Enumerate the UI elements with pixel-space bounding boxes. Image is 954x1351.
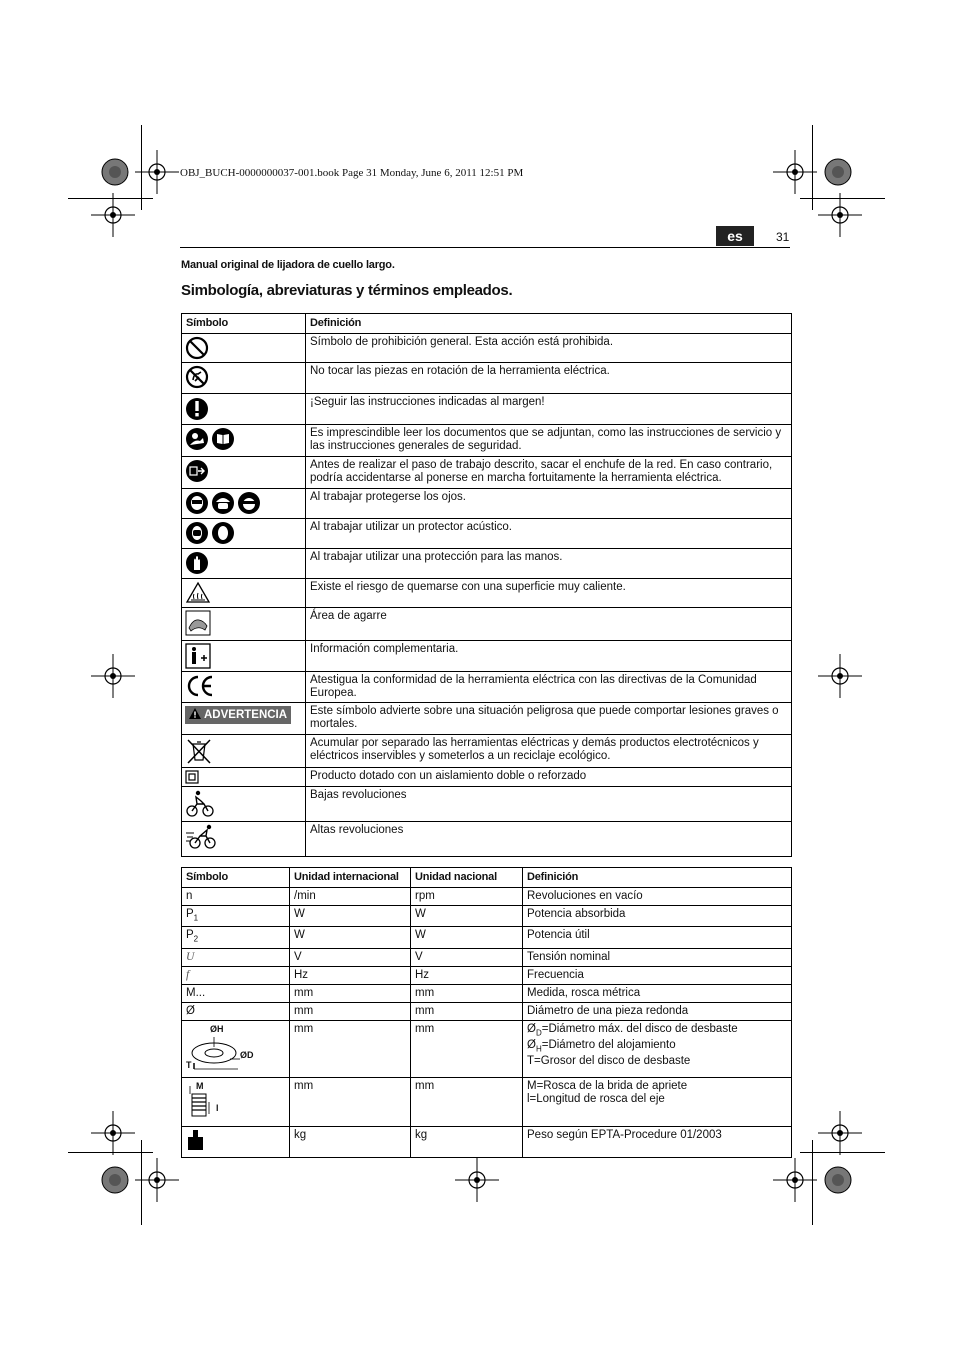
units-table	[181, 867, 792, 1158]
symbol-cell	[182, 1126, 290, 1157]
national-unit-cell: Hz	[411, 966, 523, 984]
definition-symbol: T	[527, 1055, 535, 1068]
ear-protection-icon	[185, 521, 211, 533]
symbol-subscript: 2	[193, 934, 199, 944]
intl-unit-cell: Hz	[290, 966, 411, 984]
intl-unit-cell: mm	[290, 1077, 411, 1126]
symbol-cell	[182, 984, 290, 1002]
table-row	[182, 822, 792, 857]
page-number: 31	[776, 230, 790, 244]
national-unit-cell: mm	[411, 984, 523, 1002]
symbol-cell	[182, 457, 306, 489]
icon-label: M	[196, 1080, 204, 1091]
ear-muffs-icon	[211, 521, 237, 533]
definition-cell: Acumular por separado las herramientas eléctricas y demás productos electrotécnicos y eléctricos inservibles y someterlos a un reciclaje ecológico.	[306, 735, 792, 768]
definition-subscript: D	[535, 1027, 542, 1037]
national-unit-cell: mm	[411, 1077, 523, 1126]
table-row	[182, 703, 792, 735]
definition-line	[527, 1039, 787, 1055]
symbol-cell	[182, 334, 306, 363]
table-row	[182, 489, 792, 519]
symbol-cell	[182, 966, 290, 984]
info-plus-icon	[185, 643, 213, 655]
table-row	[182, 641, 792, 672]
definition-cell: Al trabajar utilizar un protector acústico.	[306, 519, 792, 549]
symbol-cell	[182, 888, 290, 906]
fast-bike-icon	[185, 824, 221, 836]
double-insulation-icon	[185, 770, 201, 782]
helmet-icon	[211, 491, 237, 503]
national-unit-cell: V	[411, 948, 523, 966]
symbol-cell	[182, 948, 290, 966]
language-badge: es	[716, 226, 754, 246]
table-row	[182, 608, 792, 641]
definition-cell: Símbolo de prohibición general. Esta acción está prohibida.	[306, 334, 792, 363]
unplug-icon	[185, 459, 211, 471]
definition-cell	[523, 927, 792, 948]
column-header: Símbolo	[182, 868, 290, 888]
column-header: Símbolo	[182, 314, 306, 334]
symbol-text: Ø	[186, 1004, 195, 1017]
definition-cell	[523, 948, 792, 966]
symbol-cell	[182, 787, 306, 822]
symbol-cell	[182, 822, 306, 857]
symbol-cell	[182, 1002, 290, 1020]
definition-cell: ¡Seguir las instrucciones indicadas al margen!	[306, 394, 792, 425]
symbol-cell	[182, 608, 306, 641]
definition-text: =Diámetro máx. del disco de desbaste	[541, 1022, 738, 1035]
definition-cell: Altas revoluciones	[306, 822, 792, 857]
symbol-cell	[182, 549, 306, 579]
intl-unit-cell: W	[290, 927, 411, 948]
column-header: Unidad nacional	[411, 868, 523, 888]
intl-unit-cell: V	[290, 948, 411, 966]
definition-text: Diámetro de una pieza redonda	[527, 1004, 689, 1017]
warning-badge-label: ADVERTENCIA	[204, 709, 288, 721]
gloves-icon	[185, 551, 211, 563]
table-row	[182, 363, 792, 394]
table-header-row	[182, 314, 792, 334]
definition-cell	[523, 966, 792, 984]
definition-cell	[523, 984, 792, 1002]
national-unit-cell: W	[411, 906, 523, 927]
symbol-text: U	[186, 950, 195, 963]
national-unit-cell: mm	[411, 1002, 523, 1020]
table-row	[182, 735, 792, 768]
symbol-cell	[182, 703, 306, 735]
header-rule	[180, 247, 790, 248]
symbol-cell	[182, 363, 306, 394]
column-header: Unidad internacional	[290, 868, 411, 888]
definition-text: Revoluciones en vacío	[527, 890, 643, 902]
table-header-row	[182, 868, 792, 888]
symbol-cell	[182, 579, 306, 608]
definition-text: Tensión nominal	[527, 950, 611, 963]
book-icon	[211, 427, 237, 439]
symbol-cell	[182, 425, 306, 457]
symbol-cell	[182, 641, 306, 672]
definition-symbol: Ø	[527, 1038, 536, 1051]
icon-label: ØD	[240, 1049, 254, 1060]
national-unit-cell: mm	[411, 1020, 523, 1077]
intl-unit-cell: W	[290, 906, 411, 927]
table-row	[182, 672, 792, 703]
table-row	[182, 927, 792, 948]
definition-cell	[523, 1077, 792, 1126]
symbols-table	[181, 313, 792, 857]
definition-cell	[523, 906, 792, 927]
definition-cell: Atestigua la conformidad de la herramienta eléctrica con las directivas de la Comunidad Europea.	[306, 672, 792, 703]
table-row	[182, 425, 792, 457]
thread-dimensions-icon	[186, 1080, 226, 1124]
symbol-cell	[182, 1020, 290, 1077]
prohibition-icon	[185, 336, 211, 348]
table-row	[182, 906, 792, 927]
intl-unit-cell: mm	[290, 1020, 411, 1077]
table-row	[182, 394, 792, 425]
hot-surface-icon	[185, 581, 213, 593]
section-heading: Simbología, abreviaturas y términos empleados.	[181, 282, 513, 299]
icon-label: l	[216, 1102, 219, 1113]
definition-cell: Este símbolo advierte sobre una situación peligrosa que puede comportar lesiones graves o mortales.	[306, 703, 792, 735]
symbol-cell	[182, 906, 290, 927]
national-unit-cell: kg	[411, 1126, 523, 1157]
warning-triangle-icon	[189, 708, 201, 719]
intl-unit-cell: mm	[290, 984, 411, 1002]
table-row	[182, 457, 792, 489]
symbol-text: n	[186, 890, 193, 902]
definition-cell	[523, 1002, 792, 1020]
definition-cell	[523, 1126, 792, 1157]
table-row	[182, 768, 792, 787]
definition-cell: Producto dotado con un aislamiento doble o reforzado	[306, 768, 792, 787]
table-row	[182, 966, 792, 984]
symbol-cell	[182, 735, 306, 768]
definition-cell: Antes de realizar el paso de trabajo descrito, sacar el enchufe de la red. En caso contrario, podría accidentarse al ponerse en marcha fortuitamente la herramienta eléctrica.	[306, 457, 792, 489]
symbol-cell	[182, 927, 290, 948]
definition-cell: Información complementaria.	[306, 641, 792, 672]
definition-line	[527, 1055, 787, 1068]
definition-text: =Diámetro del alojamiento	[541, 1038, 676, 1051]
definition-cell: Al trabajar protegerse los ojos.	[306, 489, 792, 519]
table-row	[182, 334, 792, 363]
table-row	[182, 888, 792, 906]
symbol-cell	[182, 768, 306, 787]
grip-area-icon	[185, 610, 213, 622]
national-unit-cell: rpm	[411, 888, 523, 906]
ce-mark-icon	[185, 674, 217, 686]
definition-cell	[523, 888, 792, 906]
definition-line	[527, 1023, 787, 1039]
table-row	[182, 1077, 792, 1126]
goggles-icon	[237, 491, 263, 503]
table-row	[182, 549, 792, 579]
definition-cell: No tocar las piezas en rotación de la herramienta eléctrica.	[306, 363, 792, 394]
symbol-text: P	[186, 908, 194, 920]
book-info-line: OBJ_BUCH-0000000037-001.book Page 31 Monday, June 6, 2011 12:51 PM	[180, 167, 524, 179]
definition-symbol: Ø	[527, 1022, 536, 1035]
definition-cell: Bajas revoluciones	[306, 787, 792, 822]
intl-unit-cell: /min	[290, 888, 411, 906]
table-row	[182, 1126, 792, 1157]
icon-label: ØH	[210, 1023, 224, 1034]
table-row	[182, 787, 792, 822]
definition-text: Frecuencia	[527, 968, 584, 981]
face-shield-icon	[185, 491, 211, 503]
symbol-cell	[182, 1077, 290, 1126]
table-row	[182, 519, 792, 549]
symbol-cell	[182, 394, 306, 425]
definition-subscript: H	[535, 1044, 542, 1054]
column-header: Definición	[306, 314, 792, 334]
sanding-disc-dimensions-icon	[186, 1023, 260, 1075]
definition-cell: Área de agarre	[306, 608, 792, 641]
national-unit-cell: W	[411, 927, 523, 948]
definition-cell: Es imprescindible leer los documentos que se adjuntan, como las instrucciones de servicio y las instrucciones generales de seguridad.	[306, 425, 792, 457]
exclamation-icon	[185, 396, 211, 408]
no-touch-rotating-icon	[185, 365, 211, 377]
symbol-cell	[182, 489, 306, 519]
definition-text: Potencia absorbida	[527, 908, 626, 920]
symbol-text: f	[186, 968, 190, 981]
intl-unit-cell: mm	[290, 1002, 411, 1020]
intl-unit-cell: kg	[290, 1126, 411, 1157]
crossed-bin-icon	[185, 737, 215, 749]
table-row	[182, 579, 792, 608]
definition-text: Peso según EPTA-Procedure 01/2003	[527, 1128, 722, 1141]
definition-text: Medida, rosca métrica	[527, 986, 641, 999]
symbol-text: P	[186, 929, 194, 942]
column-header: Definición	[523, 868, 792, 888]
definition-text: Potencia útil	[527, 929, 590, 942]
table-row	[182, 1020, 792, 1077]
read-manual-icon	[185, 427, 211, 439]
symbol-cell	[182, 519, 306, 549]
weight-icon	[186, 1129, 206, 1155]
table-row	[182, 984, 792, 1002]
warning-badge	[185, 706, 291, 724]
definition-text: =Grosor del disco de desbaste	[534, 1055, 691, 1068]
icon-label: T	[186, 1059, 192, 1070]
definition-cell: Al trabajar utilizar una protección para las manos.	[306, 549, 792, 579]
table-row	[182, 1002, 792, 1020]
symbol-cell	[182, 672, 306, 703]
table-row	[182, 948, 792, 966]
definition-cell: Existe el riesgo de quemarse con una superficie muy caliente.	[306, 579, 792, 608]
slow-bike-icon	[185, 789, 217, 801]
symbol-text: M...	[186, 986, 206, 999]
definition-cell	[523, 1020, 792, 1077]
symbol-subscript: 1	[193, 913, 199, 923]
manual-subtitle: Manual original de lijadora de cuello largo.	[181, 259, 395, 271]
definition-text: M=Rosca de la brida de apriete l=Longitud de rosca del eje	[527, 1079, 688, 1105]
